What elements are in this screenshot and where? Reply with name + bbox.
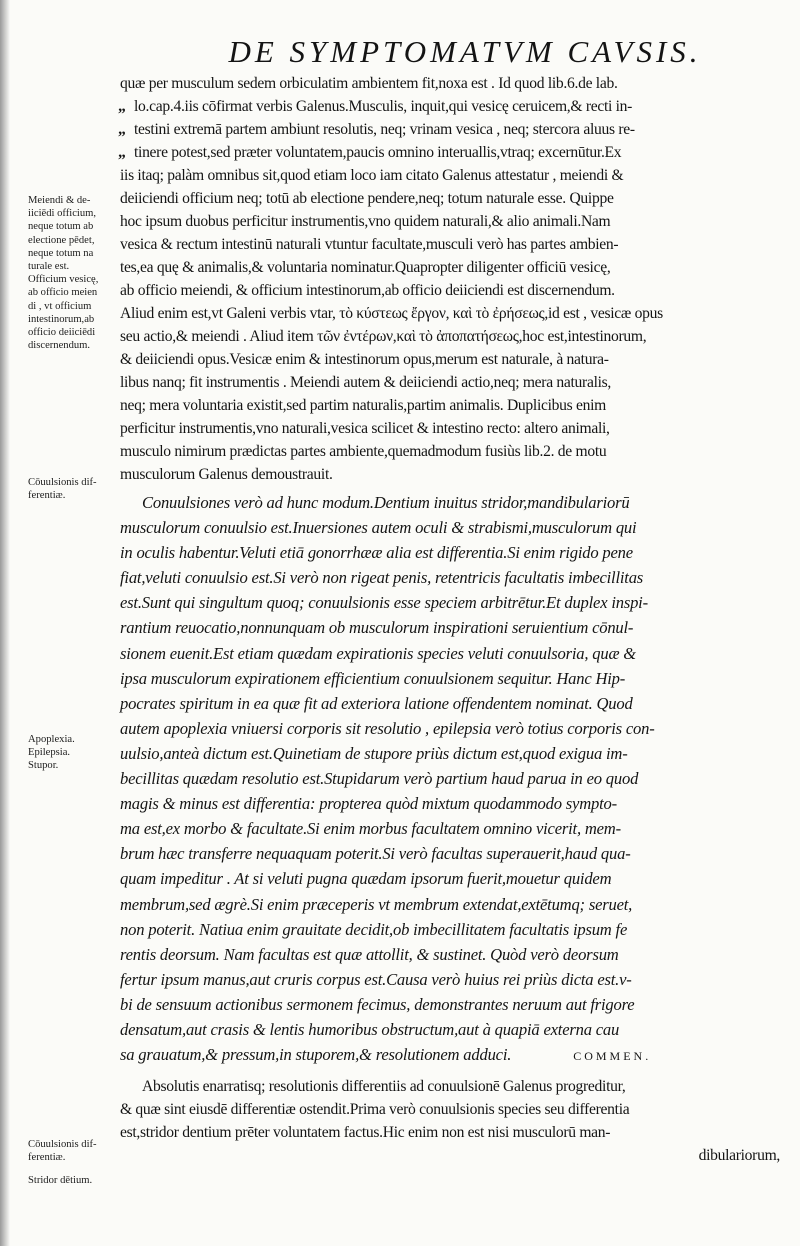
text-line: iis itaq; palàm omnibus sit,quod etiam loco iam citato Galenus attestatur , meiendi & — [120, 167, 624, 184]
text-line: perficitur instrumentis,vno naturali,vesica scilicet & intestino recto: altero animali, — [120, 420, 610, 437]
margin-line: Meiendi & de- — [28, 195, 91, 206]
italic-line: non poterit. Natiua enim grauitate decidit,ob imbecillitatem facultatis ipsum fe — [120, 919, 628, 939]
margin-line: Stridor dētium. — [28, 1175, 93, 1186]
margin-line: intestinorum,ab — [28, 313, 95, 325]
comment-line: dibulariorum, — [698, 1147, 780, 1165]
italic-line: membrum,sed ægrè.Si enim præceperis vt membrum extendat,extētumq; seruet, — [120, 894, 633, 914]
italic-line: rantium reuocatio,nonnunquam ob musculorum inspirationi seruientium cōnul- — [120, 618, 634, 638]
italic-line: autem apoplexia vniuersi corporis sit resolutio , epilepsia verò totius corporis con- — [120, 718, 655, 738]
italic-line: Conuulsiones verò ad hunc modum.Dentium inuitus stridor,mandibulariorū — [142, 493, 630, 512]
margin-line: officio deiiciēdi — [28, 327, 96, 339]
margin-note-stridor — [28, 1174, 128, 1187]
margin-line: electione pēdet, — [28, 234, 95, 246]
margin-note-apoplexia — [28, 733, 128, 773]
margin-line: Officium vesicę, — [28, 274, 99, 286]
margin-note-meiendi — [28, 194, 128, 352]
comment-line: Absolutis enarratisq; resolutionis differentiis ad conuulsionē Galenus progreditur, — [142, 1078, 626, 1096]
text-line: tes,ea quę & animalis,& voluntaria nominatur.Quapropter diligenter officiū vesicę, — [120, 259, 611, 276]
italic-line: ma est,ex morbo & facultate.Si enim morbus facultatem omnino vicerit, mem- — [120, 819, 621, 839]
text-line: musculo nimirum prædictas partes ambiente,quemadmodum fusiùs lib.2. de motu — [120, 443, 607, 460]
margin-line: turale est. — [28, 261, 70, 273]
italic-line: densatum,aut crasis & lentis humoribus obstructum,aut à quapiā externa cau — [120, 1019, 620, 1039]
italic-line: magis & minus est differentia: propterea quòd mixtum quodammodo sympto- — [120, 794, 617, 814]
main-text-block — [120, 72, 780, 1167]
text-line: vesica & rectum intestinū naturali vtuntur facultate,musculi verò has partes ambien- — [120, 236, 619, 253]
margin-line: di , vt officium — [28, 300, 92, 312]
text-line: Aliud enim est,vt Galeni verbis vtar, τὸ κύστεως ἔργον, καὶ τὸ ἐρήσεως,id est , vesicæ opus — [120, 305, 663, 322]
italic-line: sa grauatum,& pressum,in stuporem,& resolutionem adduci. COMMEN. — [120, 1045, 652, 1065]
quote-mark: „ — [118, 98, 126, 115]
margin-line: ab officio meien — [28, 287, 98, 299]
text-line: seu actio,& meiendi . Aliud item τῶν ἐντέρων,καὶ τὸ ἀποπατήσεως,hoc est,intestinorum, — [120, 328, 647, 345]
margin-line: Apoplexia. — [28, 734, 75, 745]
italic-line: ipsa musculorum expirationem efficientium conuulsionem sequitur. Hanc Hip- — [120, 668, 626, 688]
text-line: musculorum Galenus demoustrauit. — [120, 466, 333, 483]
margin-line: Cōuulsionis dif- — [28, 477, 97, 488]
margin-line: neque totum ab — [28, 221, 94, 233]
italic-line: pocrates spiritum in ea quæ fit ad exteriora latione offendentem nominat. Quod — [120, 693, 633, 713]
margin-line: Epilepsia. — [28, 747, 71, 759]
italic-line: uulsio,anteà dictum est.Quinetiam de stupore priùs dictum est,quod exigua im- — [120, 743, 628, 763]
italic-line: in oculis habentur.Veluti etiā gonorrhææ alia est differentia.Si enim rigido pene — [120, 543, 633, 563]
italic-line: musculorum conuulsio est.Inuersiones autem oculi & strabismi,musculorum qui — [120, 518, 637, 538]
quote-mark: „ — [118, 144, 126, 161]
italic-line: bi de sensuum actionibus sermonem fecimus, demonstrantes neruum aut frigore — [120, 994, 635, 1014]
italic-line: fertur ipsum manus,aut cruris corpus est.Causa verò huius rei priùs dicta est.v- — [120, 969, 632, 989]
comment-line: & quæ sint eiusdē differentiæ ostendit.Prima verò conuulsionis species seu differentia — [120, 1101, 630, 1119]
text-line: „ tinere potest,sed præter voluntatem,paucis omnino interuallis,vtraq; excernūtur.Ex — [120, 141, 780, 164]
text-line: deiiciendi officium neq; totū ab electione pendere,neq; totum naturale esse. Quippe — [120, 190, 614, 207]
italic-line: quam impeditur . At si veluti pugna quædam ipsorum fuerit,mouetur quidem — [120, 869, 612, 889]
italic-line: brum hæc transferre nequaquam poterit.Si verò facultas superauerit,haud qua- — [120, 844, 631, 864]
text-line: „ lo.cap.4.iis cōfirmat verbis Galenus.Musculis, inquit,qui vesicę ceruicem,& recti in- — [120, 95, 780, 118]
text-line: hoc ipsum duobus perficitur instrumentis,vno quidem naturali,& alio animali.Nam — [120, 213, 611, 230]
italic-line: becillitas quædam resolutio est.Stupidarum verò partium haud parua in eo quod — [120, 769, 639, 789]
margin-line: Stupor. — [28, 760, 59, 772]
margin-line: ferentiæ. — [28, 1152, 66, 1164]
text-line: „ testini extremā partem ambiunt resolutis, neq; vrinam vesica , neq; stercora aluus re- — [120, 118, 780, 141]
italic-line: rentis deorsum. Nam facultas est quæ attollit, & sustinet. Quòd verò deorsum — [120, 944, 619, 964]
italic-line: fiat,veluti conuulsio est.Si verò non rigeat penis, retentricis facultatis imbecillitas — [120, 568, 644, 588]
text-line: quæ per musculum sedem orbiculatim ambientem fit,noxa est . Id quod lib.6.de lab. — [120, 75, 618, 92]
margin-note-conuulsionis-bottom — [28, 1138, 128, 1164]
margin-line: ferentiæ. — [28, 490, 66, 502]
comment-line: est,stridor dentium prēter voluntatem factus.Hic enim non est nisi musculorū man- — [120, 1124, 611, 1142]
italic-line: sionem euenit.Est etiam quædam expirationis species veluti conuulsoria, quæ & — [120, 643, 636, 663]
text-line: libus nanq; fit instrumentis . Meiendi autem & deiiciendi actio,neq; mera naturalis, — [120, 374, 612, 391]
text-line: ab officio meiendi, & officium intestinorum,ab officio deiiciendi est discernendum. — [120, 282, 615, 299]
margin-line: neque totum na — [28, 247, 94, 259]
italic-line: est.Sunt qui singultum quoq; conuulsionis esse speciem arbitrētur.Et duplex inspi- — [120, 593, 648, 613]
margin-line: discernendum. — [28, 340, 91, 352]
catchword: COMMEN. — [573, 1049, 652, 1064]
page-gutter-shadow — [0, 0, 10, 1246]
margin-line: Cōuulsionis dif- — [28, 1139, 97, 1150]
margin-note-conuulsionis — [28, 476, 128, 502]
text-line: & deiiciendi opus.Vesicæ enim & intestinorum opus,merum est naturale, à natura- — [120, 351, 609, 368]
running-head: DE SYMPTOMATVM CAVSIS. — [228, 34, 702, 69]
margin-line: iiciēdi officium, — [28, 208, 97, 220]
quote-mark: „ — [118, 121, 126, 138]
text-line: neq; mera voluntaria existit,sed partim naturalis,partim animalis. Duplicibus enim — [120, 397, 606, 414]
